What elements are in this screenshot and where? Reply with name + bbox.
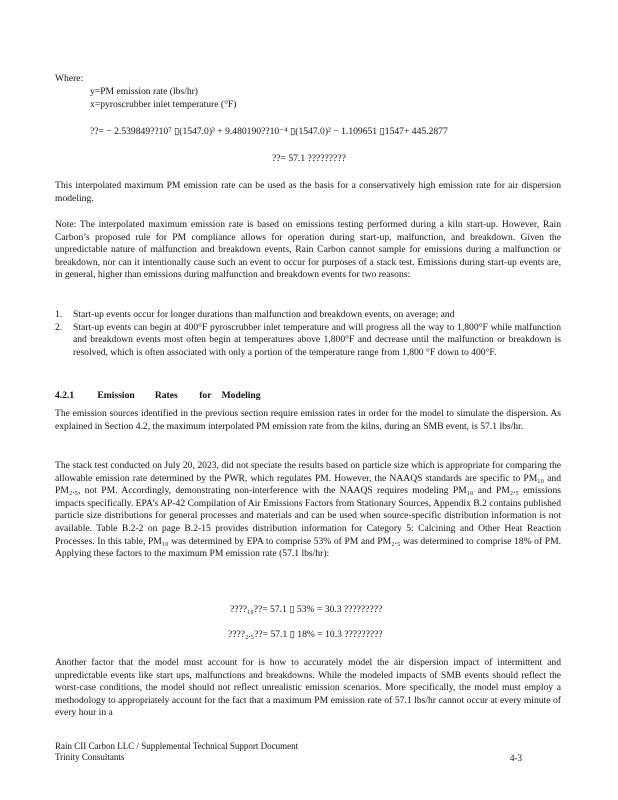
list-item <box>55 322 561 360</box>
paragraph-stack-test: The stack test conducted on July 20, 2023, did not speciate the results based on particle size which is appropriate for comparing the allowable emission rate determined by the PWR, which regulates PM. However, the NAAQS standards are specific to PM₁₀ and PM₂.₅, not PM. Accordingly, demonstrating non-interference with the NAAQS requires modeling PM₁₀ and PM₂.₅ emissions impacts specifically. EPA’s AP-42 Compilation of Air Emissions Factors from Stationary Sources, Appendix B.2 contains published particle size distributions for general processes and materials and can be used when source-specific distribution information is not available. Table B.2-2 on page B.2-15 provides distribution information for Category 5: Calcining and Other Heat Reaction Processes. In this table, PM₁₀ was determined by EPA to comprise 53% of PM and PM₂.₅ was determined to comprise 18% of PM. Applying these factors to the maximum PM emission rate (57.1 lbs/hr): <box>55 460 561 560</box>
section-word: Modeling <box>221 390 261 401</box>
footer-company: Trinity Consultants <box>55 752 125 762</box>
paragraph-smb-modeling: Another factor that the model must account for is how to accurately model the air dispersion impact of intermittent and unpredictable events like start ups, malfunctions and breakdowns. While the modeled impacts of SMB events should reflect the worst-case conditions, the model should not reflect unrealistic emission scenarios. More specifically, the model must employ a methodology to appropriately account for the fact that a maximum PM emission rate of 57.1 lbs/hr cannot occur at every minute of every hour in a <box>55 657 561 719</box>
equation-pm10-text: ????₁₀??= 57.1 ▯ 53% = 30.3 ????????? <box>230 604 383 615</box>
section-word: for <box>199 390 212 401</box>
definition-x: x=pyroscrubber inlet temperature (°F) <box>90 99 237 110</box>
footer-document-title: Rain CII Carbon LLC / Supplemental Technical Support Document <box>55 741 299 751</box>
definition-y: y=PM emission rate (lbs/hr) <box>90 86 198 97</box>
section-word: Emission <box>97 390 135 401</box>
where-label: Where: <box>55 73 84 84</box>
reasons-list <box>55 309 561 359</box>
section-heading <box>55 390 261 403</box>
equation-pm25-text: ????₂.₅??= 57.1 ▯ 18% = 10.3 ????????? <box>228 629 383 640</box>
list-item-text: Start-up events can begin at 400°F pyroscrubber inlet temperature and will progress all the way to 1,800°F while malfunction and breakdown events most often begin at temperatures above 1,800°F and decrease until the malfunction or breakdown is resolved, which is often associated with only a portion of the temperature range from 1,800 °F down to 400°F. <box>73 321 561 358</box>
section-word: Rates <box>154 390 178 401</box>
section-number: 4.2.1 <box>55 390 75 401</box>
paragraph-interpolated-max: This interpolated maximum PM emission rate can be used as the basis for a conservatively high emission rate for air dispersion modeling. <box>55 180 561 204</box>
paragraph-emission-sources: The emission sources identified in the previous section require emission rates in order for the model to simulate the dispersion. As explained in Section 4.2, the maximum interpolated PM emission rate from the kilns, during an SMB event, is 57.1 lbs/hr. <box>55 408 561 432</box>
equation-result-text: ??= 57.1 ????????? <box>272 153 346 164</box>
list-item-number: 2. <box>55 321 63 333</box>
equation-interpolation-text: ??= − 2.539849??10⁷ ▯(1547.0)³ + 9.480190??10⁻⁴ ▯(1547.0)² − 1.109651 ▯1547+ 445.2877 <box>90 126 448 137</box>
list-item-text: Start-up events occur for longer durations than malfunction and breakdown events, on average; and <box>73 309 455 320</box>
page-number: 4-3 <box>510 753 522 763</box>
list-item-number: 1. <box>55 309 63 320</box>
list-item <box>55 309 561 322</box>
paragraph-note: Note: The interpolated maximum emission rate is based on emissions testing performed during a kiln start-up. However, Rain Carbon’s proposed rule for PM compliance allows for operation during start-up, malfunction, and breakdown. Given the unpredictable nature of malfunction and breakdown events, Rain Carbon cannot sample for emissions during a malfunction or breakdown, nor can it intentionally cause such an event to occur for purposes of a stack test. Emissions during start-up events are, in general, higher than emissions during malfunction and breakdown events for two reasons: <box>55 219 561 281</box>
